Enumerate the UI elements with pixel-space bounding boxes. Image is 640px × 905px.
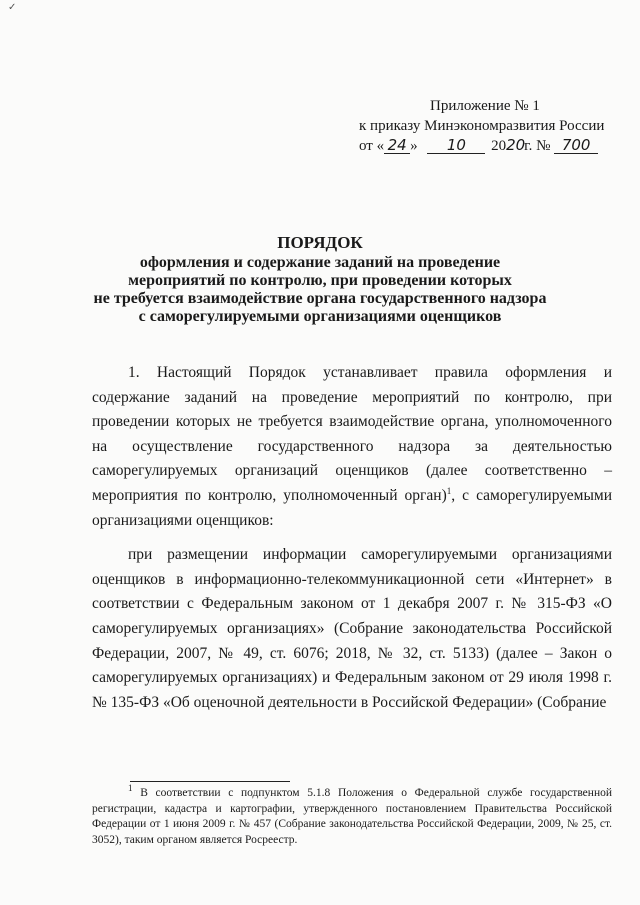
footnote (92, 783, 613, 848)
footnote-text (92, 783, 613, 848)
appendix-order-ref: к приказу Минэкономразвития России (359, 118, 605, 134)
year-end: г. № (524, 138, 551, 154)
title-line: оформления и содержание заданий на проведение (139, 254, 501, 271)
paragraph-1-tail: , с саморегулируемыми организациями оценщиков: (92, 486, 612, 529)
handwritten-number: 700 (554, 137, 598, 154)
footnote-ref: 1 (446, 485, 452, 496)
document-body (92, 361, 612, 715)
title-line: мероприятий по контролю, при проведении которых (128, 272, 512, 289)
appendix-date-line (359, 136, 598, 156)
paragraph-2: при размещении информации саморегулируемыми организациями оценщиков в информационно-телекоммуникационной сети «Интернет» в соответствии с Федеральным законом от 1 декабря 2007 г. № 315-ФЗ «О саморегулируемых организациях» (Собрание законодательства Российской Федерации, 2007, № 49, ст. 6076; 2018, № 32, ст. 5133) (далее – Закон о саморегулируемых организациях) и Федеральным законом от 29 июля 1998 г. № 135-ФЗ «Об оценочной деятельности в Российской Федерации» (Собрание (92, 546, 612, 711)
appendix-title: Приложение № 1 (430, 98, 540, 114)
footnote-separator (130, 781, 290, 782)
handwritten-day: 24 (384, 137, 410, 154)
paragraph-1-text: 1. Настоящий Порядок устанавливает правила оформления и содержание заданий на проведение мероприятий по контролю, при проведении которых не требуется взаимодействие органа, уполномоченного на осуществление государственного надзора за деятельностью саморегулируемых организаций оценщиков (далее соответственно – мероприятия по контролю, уполномоченный орган) (92, 364, 612, 504)
title-line: с саморегулируемыми организациями оценщиков (138, 308, 502, 325)
footnote-body: В соответствии с подпунктом 5.1.8 Положения о Федеральной службе государственной регистрации, кадастра и картографии, утвержденного постановлением Правительства Российской Федерации от 1 июня 2009 г. № 457 (Собрание законодательства Российской Федерации, 2009, № 25, ст. 3052), таким органом является Росреестр. (92, 787, 613, 846)
handwritten-month: 10 (427, 137, 485, 154)
margin-mark: ✓ (8, 2, 17, 13)
title-heading: ПОРЯДОК (277, 233, 363, 252)
paragraph-1 (92, 361, 612, 533)
title-line: не требуется взаимодействие органа государственного надзора (93, 290, 547, 307)
footnote-marker: 1 (128, 783, 133, 794)
handwritten-year: 20 (506, 136, 526, 154)
date-day-suffix: » (410, 138, 418, 154)
date-prefix: от « (359, 138, 385, 154)
document-title (60, 234, 580, 326)
year-prefix: 20 (491, 138, 507, 154)
